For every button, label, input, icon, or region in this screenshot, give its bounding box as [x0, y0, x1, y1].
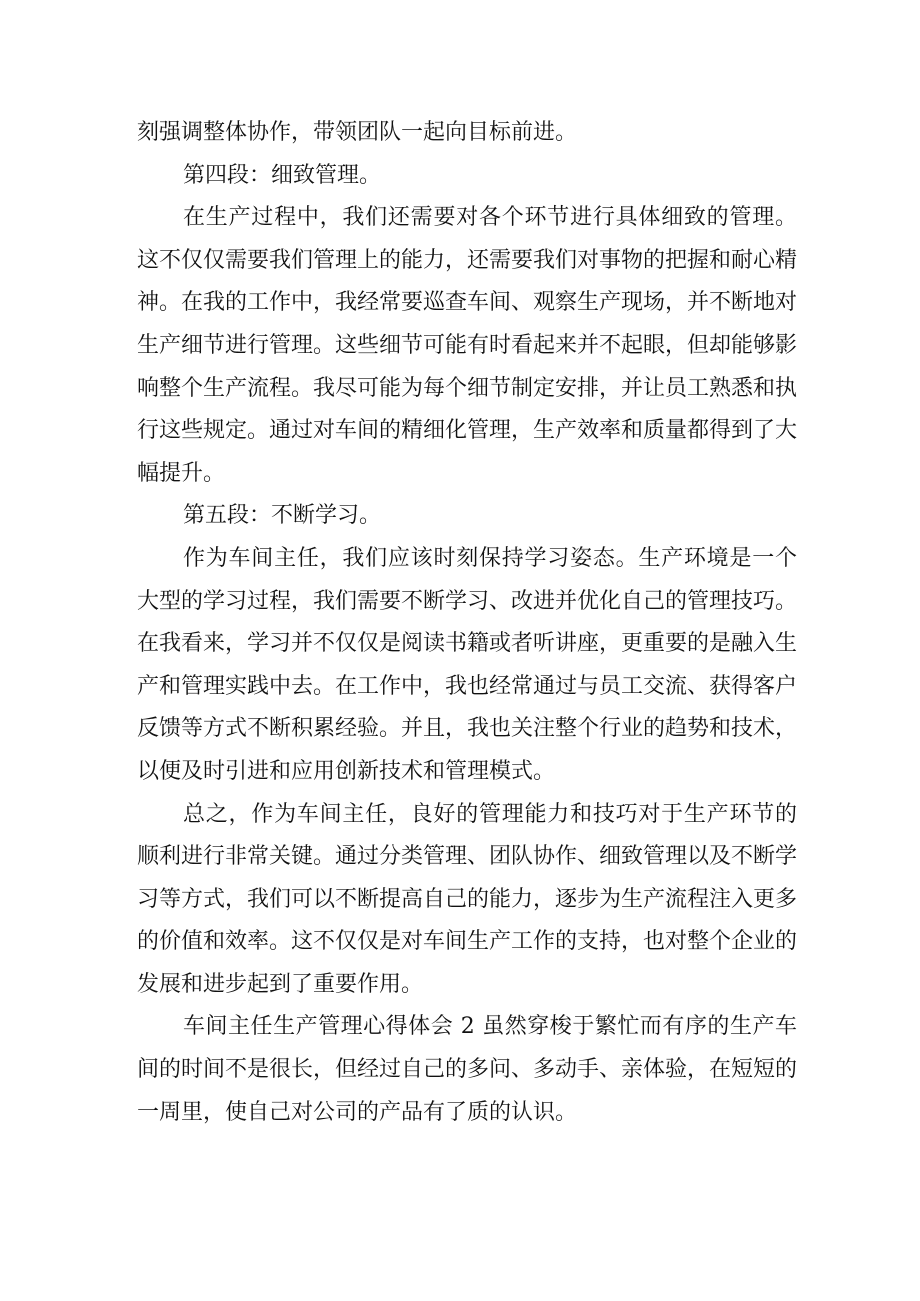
section-heading-4: 第四段：细致管理。 [183, 162, 382, 188]
continued-text: 刻强调整体协作，带领团队一起向目标前进。 [137, 120, 578, 145]
paragraph-experience-2: 车间主任生产管理心得体会 2 虽然穿梭于繁忙而有序的生产车间的时间不是很长，但经过自己的多问、多动手、亲体验，在短短的一周里，使自己对公司的产品有了质的认识。 [137, 1014, 798, 1125]
section-heading-5: 第五段：不断学习。 [183, 503, 382, 529]
paragraph-conclusion: 总之，作为车间主任，良好的管理能力和技巧对于生产环节的顺利进行非常关键。通过分类管理、团队协作、细致管理以及不断学习等方式，我们可以不断提高自己的能力，逐步为生产流程注入更多的价值和效率。这不仅仅是对车间生产工作的支持，也对整个企业的发展和进步起到了重要作用。 [137, 801, 798, 997]
paragraph-continuous-learning: 作为车间主任，我们应该时刻保持学习姿态。生产环境是一个大型的学习过程，我们需要不断学习、改进并优化自己的管理技巧。在我看来，学习并不仅仅是阅读书籍或者听讲座，更重要的是融入生产和管理实践中去。在工作中，我也经常通过与员工交流、获得客户反馈等方式不断积累经验。并且，我也关注整个行业的趋势和技术，以便及时引进和应用创新技术和管理模式。 [137, 545, 798, 784]
paragraph-detailed-management: 在生产过程中，我们还需要对各个环节进行具体细致的管理。这不仅仅需要我们管理上的能力，还需要我们对事物的把握和耐心精神。在我的工作中，我经常要巡查车间、观察生产现场，并不断地对生产细节进行管理。这些细节可能有时看起来并不起眼，但却能够影响整个生产流程。我尽可能为每个细节制定安排，并让员工熟悉和执行这些规定。通过对车间的精细化管理，生产效率和质量都得到了大幅提升。 [137, 205, 798, 486]
document-body [137, 112, 797, 1134]
